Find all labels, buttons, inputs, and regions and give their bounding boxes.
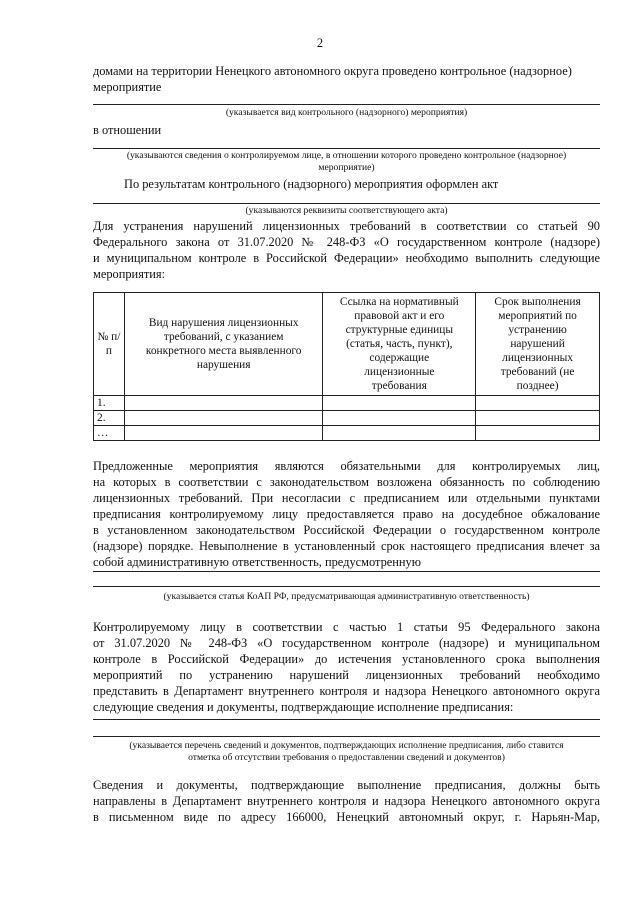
documents-note-2: отметка об отсутствии требования о предоставлении сведений и документов)	[188, 752, 505, 763]
row-violation	[124, 396, 323, 411]
mandatory-line-2: на которых в соответствии с законодательством возложена обязанность по соблюдению	[93, 475, 600, 489]
page-number: 2	[316, 36, 324, 50]
koap-line-2	[93, 586, 600, 587]
control-line-2: от 31.07.2020 № 248-ФЗ «О государственном контроле (надзоре) и муниципальном	[93, 636, 600, 650]
act-note: (указываются реквизиты соответствующего акта)	[245, 205, 448, 216]
event-type-line	[93, 104, 600, 105]
row-num: …	[94, 426, 125, 441]
docs-line-1: Сведения и документы, подтверждающие выполнение предписания, должны быть	[93, 778, 600, 792]
regarding-note-2: мероприятие)	[318, 162, 375, 173]
documents-line-1	[93, 719, 600, 720]
requirements-table	[93, 292, 600, 441]
documents-note-1: (указывается перечень сведений и документов, подтверждающих исполнение предписания, либо ставится	[129, 740, 564, 751]
header-deadline: Срок выполнения мероприятий по устранению нарушений лицензионных требований (не позднее)	[476, 293, 600, 396]
control-line-4: мероприятий по устранению нарушений лицензионных требований необходимо	[93, 668, 600, 682]
act-line	[93, 203, 600, 204]
docs-line-2: направлены в Департамент внутреннего контроля и надзора Ненецкого автономного округа	[93, 794, 600, 808]
control-line-3: контроле в Российской Федерации» до истечения установленного срока выполнения	[93, 652, 600, 666]
intro-line-2: мероприятие	[93, 80, 162, 94]
row-reference	[323, 411, 476, 426]
elimination-line-4: мероприятия:	[93, 267, 166, 281]
mandatory-line-5: в установленном законодательством Российской Федерации о государственном контроле	[93, 523, 600, 537]
koap-line-1	[93, 571, 600, 572]
row-reference	[323, 426, 476, 441]
table-row	[94, 411, 600, 426]
row-violation	[124, 426, 323, 441]
row-deadline	[476, 426, 600, 441]
result-text: По результатам контрольного (надзорного) мероприятия оформлен акт	[124, 177, 499, 191]
header-violation: Вид нарушения лицензионных требований, с указанием конкретного места выявленного нарушения	[124, 293, 323, 396]
mandatory-line-4: предписания контролируемому лицу предоставляется право на досудебное обжалование	[93, 507, 600, 521]
intro-line-1: домами на территории Ненецкого автономного округа проведено контрольное (надзорное)	[93, 64, 572, 78]
mandatory-line-6: (надзоре) порядке. Невыполнение в установленный срок настоящего предписания влечет за	[93, 539, 600, 553]
header-reference: Ссылка на нормативный правовой акт и его структурные единицы (статья, часть, пункт), содержащие лицензионные требования	[323, 293, 476, 396]
documents-line-2	[93, 736, 600, 737]
elimination-line-3: и муниципальном контроле в Российской Федерации» необходимо выполнить следующие	[93, 251, 600, 265]
row-deadline	[476, 396, 600, 411]
regarding-line	[93, 148, 600, 149]
mandatory-line-7: собой административную ответственность, предусмотренную	[93, 555, 421, 569]
control-line-1: Контролируемому лицу в соответствии с частью 1 статьи 95 Федерального закона	[93, 620, 600, 634]
regarding-note-1: (указываются сведения о контролируемом лице, в отношении которого проведено контрольное (надзорное)	[126, 150, 567, 161]
koap-note: (указывается статья КоАП РФ, предусматривающая административную ответственность)	[163, 591, 530, 602]
header-num: № п/п	[94, 293, 125, 396]
regarding-label: в отношении	[93, 123, 162, 137]
row-reference	[323, 396, 476, 411]
control-line-6: следующие сведения и документы, подтверждающие исполнение предписания:	[93, 700, 514, 714]
mandatory-line-3: лицензионных требований. При несогласии с предписанием или отдельными пунктами	[93, 491, 600, 505]
row-num: 2.	[94, 411, 125, 426]
docs-line-3: в письменном виде по адресу 166000, Ненецкий автономный округ, г. Нарьян-Мар,	[93, 810, 600, 824]
control-line-5: представить в Департамент внутреннего контроля и надзора Ненецкого автономного округа	[93, 684, 600, 698]
row-violation	[124, 411, 323, 426]
elimination-line-2: Федерального закона от 31.07.2020 № 248-ФЗ «О государственном контроле (надзоре)	[93, 235, 600, 249]
row-deadline	[476, 411, 600, 426]
mandatory-line-1: Предложенные мероприятия являются обязательными для контролируемых лиц,	[93, 459, 600, 473]
table-header-row	[94, 293, 600, 396]
table-row	[94, 396, 600, 411]
table-row	[94, 426, 600, 441]
elimination-line-1: Для устранения нарушений лицензионных требований в соответствии со статьей 90	[93, 219, 600, 233]
event-type-note: (указывается вид контрольного (надзорного) мероприятия)	[225, 107, 468, 118]
row-num: 1.	[94, 396, 125, 411]
